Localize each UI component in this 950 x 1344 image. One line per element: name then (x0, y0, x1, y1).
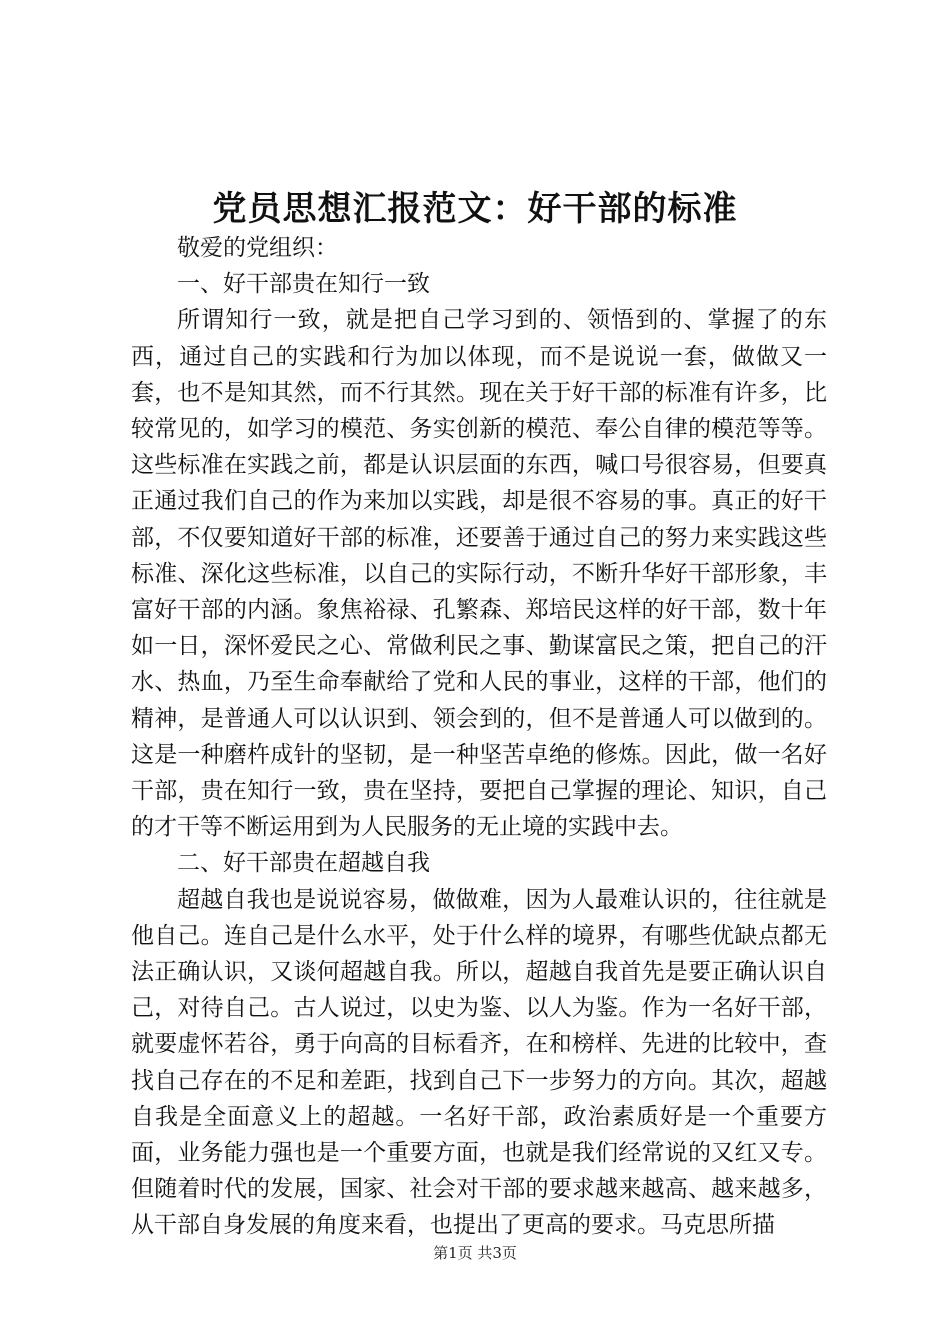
section-1-paragraph: 所谓知行一致，就是把自己学习到的、领悟到的、掌握了的东西，通过自己的实践和行为加以体现，而不是说说一套，做做又一套，也不是知其然，而不行其然。现在关于好干部的标准有许多，比较常见的，如学习的模范、务实创新的模范、奉公自律的模范等等。这些标准在实践之前，都是认识层面的东西，喊口号很容易，但要真正通过我们自己的作为来加以实践，却是很不容易的事。真正的好干部，不仅要知道好干部的标准，还要善于通过自己的努力来实践这些标准、深化这些标准，以自己的实际行动，不断升华好干部形象，丰富好干部的内涵。象焦裕禄、孔繁森、郑培民这样的好干部，数十年如一日，深怀爱民之心、常做利民之事、勤谋富民之策，把自己的汗水、热血，乃至生命奉献给了党和人民的事业，这样的干部，他们的精神，是普通人可以认识到、领会到的，但不是普通人可以做到的。这是一种磨杵成针的坚韧，是一种坚苦卓绝的修炼。因此，做一名好干部，贵在知行一致，贵在坚持，要把自己掌握的理论、知识，自己的才干等不断运用到为人民服务的无止境的实践中去。 (131, 307, 827, 841)
section-1-heading: 一、好干部贵在知行一致 (177, 271, 430, 298)
document-title: 党员思想汇报范文：好干部的标准 (212, 189, 738, 229)
section-2-heading: 二、好干部贵在超越自我 (177, 850, 430, 877)
section-2-paragraph: 超越自我也是说说容易，做做难，因为人最难认识的，往往就是他自己。连自己是什么水平，处于什么样的境界，有哪些优缺点都无法正确认识，又谈何超越自我。所以，超越自我首先是要正确认识自己，对待自己。古人说过，以史为鉴、以人为鉴。作为一名好干部，就要虚怀若谷，勇于向高的目标看齐，在和榜样、先进的比较中，查找自己存在的不足和差距，找到自己下一步努力的方向。其次，超越自我是全面意义上的超越。一名好干部，政治素质好是一个重要方面，业务能力强也是一个重要方面，也就是我们经常说的又红又专。但随着时代的发展，国家、社会对干部的要求越来越高、越来越多，从干部自身发展的角度来看，也提出了更高的要求。马克思所描 (131, 886, 827, 1239)
document-body (131, 230, 827, 1244)
page-footer: 第1页 共3页 (433, 1244, 517, 1262)
salutation: 敬爱的党组织： (177, 235, 338, 261)
